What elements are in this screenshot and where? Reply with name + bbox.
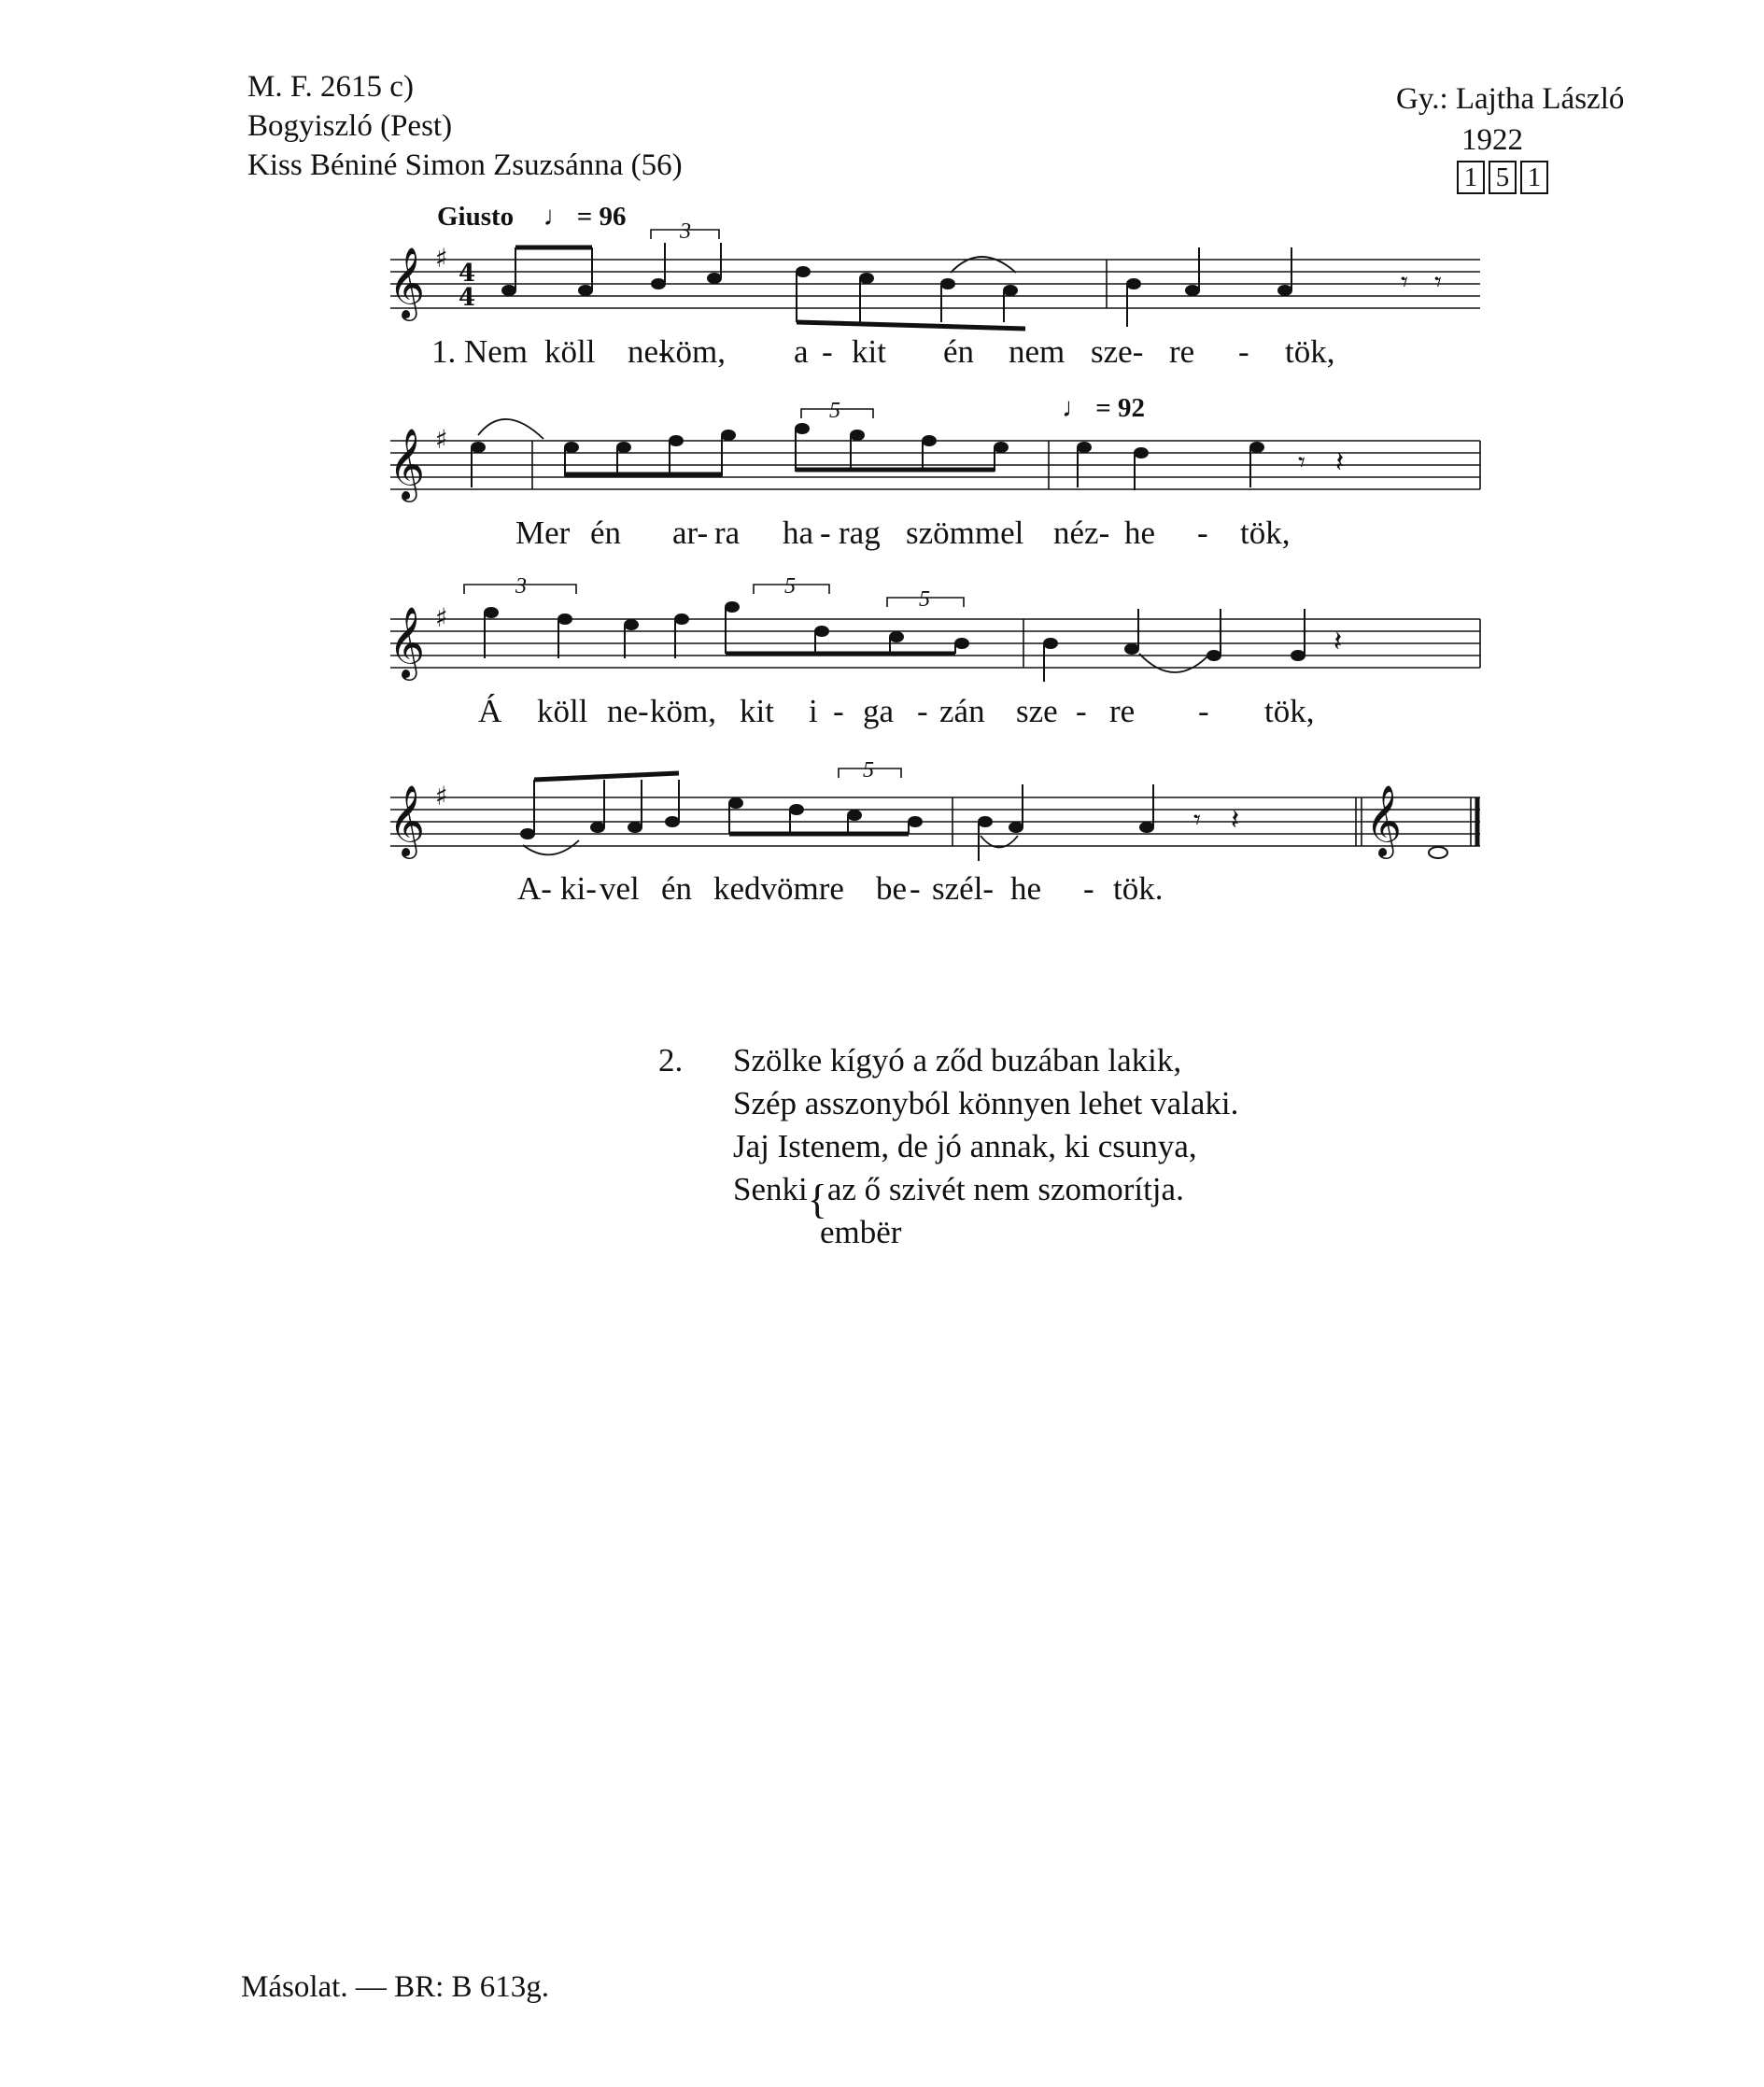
lyric: - [1083,870,1094,907]
lyric: - [1197,515,1208,551]
rest-icon: 𝄾 [1298,446,1305,479]
year: 1922 [1461,123,1523,157]
lyric: he [1010,870,1042,907]
location: Bogyiszló (Pest) [247,109,453,143]
verse-line: Szép asszonyból könnyen lehet valaki. [733,1085,1239,1121]
lyric: nem [1009,333,1065,370]
tempo-value-2: = 92 [1095,393,1146,423]
tuplet-number: 5 [829,399,840,423]
rest-icon: 𝄾 [1434,266,1442,299]
lyric: ha [783,515,814,551]
treble-clef-icon: 𝄞 [388,784,426,856]
quarter-note-icon: ♩ [543,202,571,232]
lyric: köm, [650,693,716,729]
tempo-label: Giusto [437,202,515,232]
lyric: kit [852,333,886,370]
verse-number: 2. [658,1042,684,1079]
lyric: kit [740,693,774,729]
lyric: be [876,870,908,907]
treble-clef-icon: 𝄞 [388,428,426,500]
lyric: ra [714,515,741,551]
lyric: sze- [1091,333,1144,370]
lyric: - [1198,693,1209,729]
notes-system-4 [521,773,1447,861]
notes-system-3 [485,602,1305,682]
lyric: A- [517,870,552,907]
brace-icon: { [807,1177,827,1222]
collector: Gy.: Lajtha László [1396,82,1625,116]
catalog-box: 1 [1520,161,1548,194]
sharp-icon: ♯ [435,781,448,811]
notes-system-1 [502,243,1291,329]
rest-icon: 𝄾 [1401,266,1408,299]
lyric: he [1124,515,1156,551]
catalog-id: M. F. 2615 c) [247,70,414,104]
treble-clef-icon: 𝄞 [1365,784,1403,856]
lyric: tök. [1113,870,1164,907]
lyric: ne- [628,333,670,370]
lyric: köm, [659,333,726,370]
lyric: - [822,333,833,370]
lyric: én [943,333,975,370]
music-score [0,0,1764,934]
tuplet-number: 5 [784,574,796,599]
lyric: köll [537,693,588,729]
lyric: - [917,693,928,729]
treble-clef-icon: 𝄞 [388,606,426,678]
rest-icon: 𝄽 [1231,804,1240,837]
sharp-icon: ♯ [435,243,448,274]
lyric: - [910,870,921,907]
rest-icon: 𝄽 [1335,446,1345,479]
lyric: a [794,333,809,370]
slur [1139,654,1210,672]
tuplet-number: 3 [515,574,527,599]
lyric: - [820,515,831,551]
lyric: sze [1016,693,1058,729]
verse-line: Jaj Istenem, de jó annak, ki csunya, [733,1128,1197,1164]
lyric: én [590,515,622,551]
lyric: Mer [515,515,571,551]
lyric: - [1076,693,1087,729]
lyric: - [833,693,844,729]
lyric: Á [478,693,502,729]
lyric: én [661,870,693,907]
rest-icon: 𝄽 [1334,626,1343,658]
lyric: tök, [1264,693,1315,729]
svg-text:4: 4 [459,284,476,312]
lyric: ga [863,693,895,729]
lyric: szömmel [906,515,1024,551]
rest-icon: 𝄾 [1193,804,1201,837]
lyric: re [1169,333,1195,370]
verse-word: Senki [733,1171,808,1207]
verse-alt-word: embër [820,1214,902,1250]
lyric: - [1238,333,1249,370]
lyric: szél- [932,870,995,907]
lyric: re [1109,693,1136,729]
lyric: tök, [1285,333,1335,370]
tuplet-number: 5 [863,758,874,783]
lyric: néz- [1053,515,1110,551]
slur [523,840,579,854]
staff-system-4 [390,797,1480,846]
sharp-icon: ♯ [435,602,448,633]
tuplet-number: 5 [919,587,930,612]
footer-reference: Másolat. — BR: B 613g. [241,1970,550,2004]
verse-line-rest: az ő szivét nem szomorítja. [826,1171,1184,1207]
tempo-value-1: = 96 [576,202,627,232]
lyric: zán [939,693,985,729]
staff-system-3 [390,619,1480,668]
verse-line: Szölke kígyó a ződ buzában lakik, [733,1042,1182,1079]
lyric: rag [839,515,881,551]
staff-system-2 [390,441,1480,489]
lyric: kedvömre [713,870,844,907]
verse-line [733,1171,1184,1222]
lyric: i [809,693,818,729]
svg-text:4: 4 [459,260,476,288]
slur [478,419,543,439]
time-signature [459,260,475,312]
lyric: ki- [560,870,597,907]
lyric: 1. Nem [431,333,529,370]
performer: Kiss Béniné Simon Zsuzsánna (56) [247,148,683,182]
staff-system-1 [390,260,1480,308]
lyric: köll [544,333,596,370]
treble-clef-icon: 𝄞 [388,247,426,318]
lyric: ne- [607,693,649,729]
lyric: tök, [1240,515,1291,551]
lyric: ar- [672,515,709,551]
tuplet-number: 3 [680,219,691,244]
lyric: vel [600,870,640,907]
sharp-icon: ♯ [435,424,448,455]
catalog-box: 1 [1457,161,1485,194]
catalog-box: 5 [1489,161,1517,194]
notes-system-2 [472,424,1263,490]
quarter-note-icon: ♩ [1062,393,1089,423]
